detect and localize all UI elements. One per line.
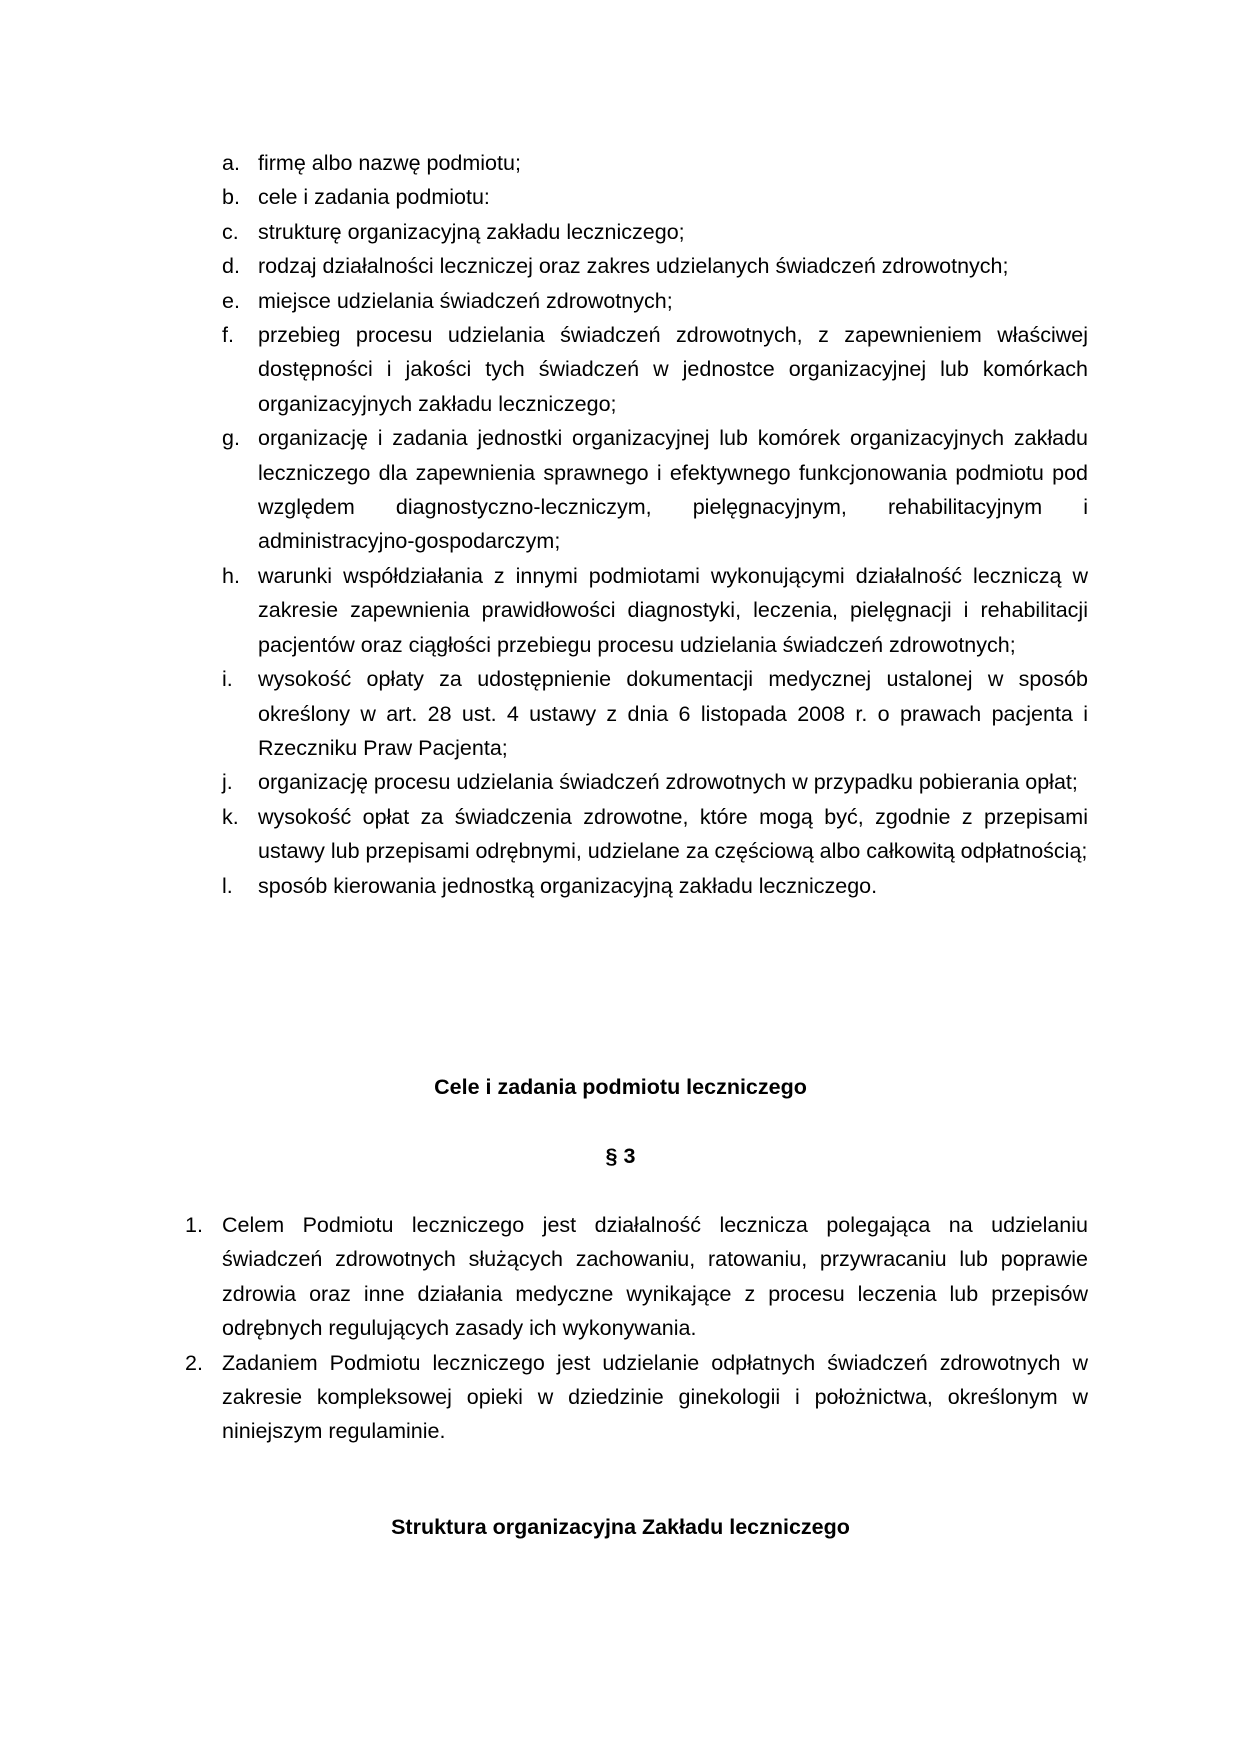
list-marker: d. [222, 254, 240, 279]
list-marker: k. [222, 804, 239, 829]
numbered-list [185, 1208, 1088, 1449]
section-heading: Cele i zadania podmiotu leczniczego [434, 1075, 807, 1099]
list-item [222, 215, 1088, 249]
list-marker: l. [222, 873, 233, 898]
list-item [222, 559, 1088, 662]
list-item-text: miejsce udzielania świadczeń zdrowotnych; [258, 288, 673, 313]
list-item [222, 318, 1088, 421]
next-section-heading: Struktura organizacyjna Zakładu leczniczego [391, 1515, 850, 1539]
list-item-text: cele i zadania podmiotu: [258, 185, 490, 210]
letter-list [222, 146, 1088, 903]
list-marker: j. [222, 770, 233, 795]
list-item [222, 662, 1088, 765]
list-item-text: organizację procesu udzielania świadczeń zdrowotnych w przypadku pobierania opłat; [258, 770, 1078, 795]
list-marker: a. [222, 151, 240, 175]
list-marker: h. [222, 563, 240, 588]
list-item-text: strukturę organizacyjną zakładu leczniczego; [258, 219, 685, 244]
list-marker: e. [222, 288, 240, 313]
list-item [222, 800, 1088, 869]
list-item-text: sposób kierowania jednostką organizacyjną zakładu leczniczego. [258, 873, 878, 898]
list-item-text: rodzaj działalności leczniczej oraz zakres udzielanych świadczeń zdrowotnych; [258, 254, 1009, 279]
list-item [222, 146, 1088, 180]
list-marker: 2. [185, 1350, 203, 1375]
list-item-text: przebieg procesu udzielania świadczeń zdrowotnych, z zapewnieniem właściwej dostępności i jakości tych świadczeń w jednostce organizacyjnej lub komórkach organizacyjnych zakładu leczniczego; [258, 323, 1088, 416]
list-item-text: wysokość opłaty za udostępnienie dokumentacji medycznej ustalonej w sposób określony w art. 28 ust. 4 ustawy z dnia 6 listopada 2008 r. o prawach pacjenta i Rzeczniku Praw Pacjenta; [258, 667, 1088, 760]
list-item [185, 1208, 1088, 1346]
list-marker: b. [222, 185, 240, 210]
list-item [222, 869, 1088, 903]
list-item-text: wysokość opłat za świadczenia zdrowotne, które mogą być, zgodnie z przepisami ustawy lub przepisami odrębnymi, udzielane za częściową albo całkowitą odpłatnością; [258, 804, 1088, 864]
paragraph-number: § 3 [605, 1144, 636, 1168]
list-marker: 1. [185, 1213, 203, 1237]
list-marker: g. [222, 426, 240, 451]
list-item [222, 421, 1088, 559]
list-item [222, 180, 1088, 214]
list-item-text: warunki współdziałania z innymi podmiotami wykonującymi działalność leczniczą w zakresie zapewnienia prawidłowości diagnostyki, leczenia, pielęgnacji i rehabilitacji pacjentów oraz ciągłości przebiegu procesu udzielania świadczeń zdrowotnych; [258, 563, 1088, 657]
list-marker: c. [222, 219, 239, 244]
list-marker: i. [222, 667, 233, 692]
list-marker: f. [222, 323, 234, 348]
list-item [222, 284, 1088, 318]
list-item-text: Zadaniem Podmiotu leczniczego jest udzielanie odpłatnych świadczeń zdrowotnych w zakresie kompleksowej opieki w dziedzinie ginekologii i położnictwa, określonym w niniejszym regulaminie. [222, 1350, 1088, 1444]
list-item [222, 249, 1088, 283]
list-item-text: Celem Podmiotu leczniczego jest działalność lecznicza polegająca na udzielaniu świadczeń zdrowotnych służących zachowaniu, ratowaniu, przywracaniu lub poprawie zdrowia oraz inne działania medyczne wynikające z procesu leczenia lub przepisów odrębnych regulujących zasady ich wykonywania. [222, 1213, 1088, 1341]
list-item [185, 1346, 1088, 1449]
list-item-text: firmę albo nazwę podmiotu; [258, 151, 521, 175]
list-item [222, 765, 1088, 799]
list-item-text: organizację i zadania jednostki organizacyjnej lub komórek organizacyjnych zakładu leczniczego dla zapewnienia sprawnego i efektywnego funkcjonowania podmiotu pod względem diagnostyczno-leczniczym, pielęgnacyjnym, rehabilitacyjnym i administracyjno-gospodarczym; [258, 426, 1088, 554]
